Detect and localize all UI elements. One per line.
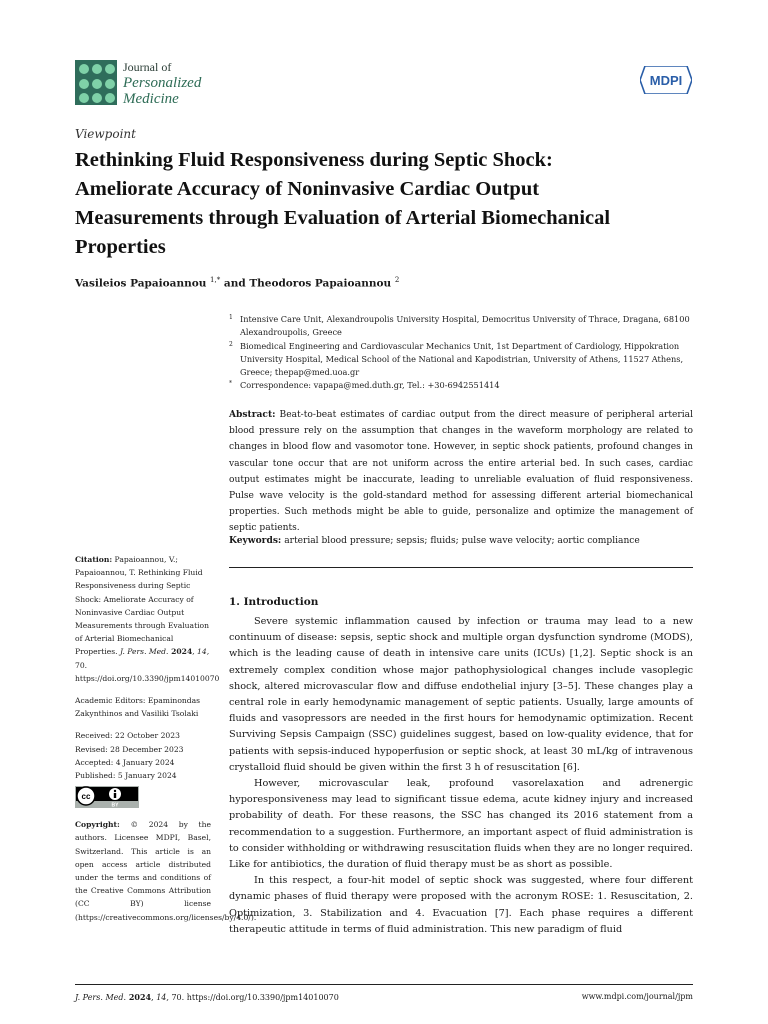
affiliation-text: Biomedical Engineering and Cardiovascular Mechanics Unit, 1st Department of Cardiology, Hippokration University Hospital, Medical School of the National and Kapodistrian, University of Athens, 11527 Athens, Greece; thepap@med.uoa.gr (240, 340, 684, 378)
abstract-label: Abstract: (229, 409, 276, 420)
journal-name-line3: Medicine (123, 91, 179, 107)
author-name[interactable]: Vasileios Papaioannou (75, 277, 207, 290)
keywords-text: arterial blood pressure; sepsis; fluids; pulse wave velocity; aortic compliance (281, 536, 640, 546)
journal-logo-icon (75, 60, 117, 105)
footer-year: 2024 (126, 992, 152, 1002)
author-list (75, 276, 399, 290)
body-paragraph: However, microvascular leak, profound vasorelaxation and adrenergic hyporesponsiveness may lead to significant tissue edema, acute kidney injury and increased probability of death. For these reasons, the SSC has changed its 2016 statement from a recommendation to a suggestion. Furthermore, an important aspect of fluid administration is to consider withholding or withdrawing resuscitation fluids when they are no longer required. Like for antibiotics, the duration of fluid therapy must be as short as possible. (229, 778, 693, 871)
author-affiliation-mark: 2 (394, 276, 400, 284)
keywords-label: Keywords: (229, 535, 282, 546)
citation-text: Papaioannou, V.; Papaioannou, T. Rethinking Fluid Responsiveness during Septic Shock: Ameliorate Accuracy of Noninvasive Cardiac Output Measurements through Evaluation of Arterial Biomechanical Properties. (75, 555, 210, 657)
footer-divider (75, 984, 693, 985)
body-text (229, 614, 693, 938)
published-date: Published: 5 January 2024 (75, 771, 177, 781)
footer-journal: J. Pers. Med. (75, 993, 127, 1002)
article-sidebar (75, 553, 257, 933)
copyright-text: © 2024 by the authors. Licensee MDPI, Basel, Switzerland. This article is an open access article distributed under the terms and conditions of the Creative Commons Attribution (CC BY) license (https://creativecommons.org/licenses/by/4.0/). (75, 820, 257, 922)
accepted-date: Accepted: 4 January 2024 (75, 757, 175, 767)
citation-volume: , 14, (192, 647, 210, 657)
affiliation-item (229, 340, 699, 380)
abstract-text: Beat-to-beat estimates of cardiac output from the direct measure of peripheral arterial blood pressure rely on the assumption that changes in the waveform morphology are related to changes in blood flow and vasomotor tone. However, in septic shock patients, profound changes in vascular tone occur that are not uniform across the entire arterial bed. In such cases, cardiac output estimates might be inaccurate, leading to unreliable evaluation of fluid responsiveness. Pulse wave velocity is the gold-standard method for assessing different arterial biomechanical properties. Such methods might be able to guide, personalize and optimize the management of septic patients. (229, 410, 693, 534)
citation-label: Citation: (75, 555, 113, 564)
journal-logo (75, 60, 215, 108)
svg-text:cc: cc (81, 792, 91, 802)
citation-doi[interactable]: 70. https://doi.org/10.3390/jpm14010070 (75, 660, 220, 683)
footer-citation (75, 992, 339, 1002)
copyright-notice (75, 818, 257, 924)
citation-journal: J. Pers. Med. (120, 647, 169, 657)
correspondence-text[interactable]: Correspondence: vapapa@med.duth.gr, Tel.: +30-6942551414 (240, 380, 500, 391)
author-connector: and (220, 277, 250, 290)
body-paragraph: Severe systemic inflammation caused by infection or trauma may lead to a new continuum of disease: sepsis, septic shock and multiple organ dysfunction syndrome (MODS), which is the leading cause of death in intensive care units (ICUs) [1,2]. Septic shock is an extremely complex condition whose major pathophysiological changes include vasoplegic shock, altered microvascular flow and diffuse endothelial injury [3–5]. These changes play a central role in early hemodynamic management of septic patients. Usually, large amounts of fluids and vasopressors are needed in the first hours for hemodynamic optimization. Recent Surviving Sepsis Campaign (SSC) guidelines suggest, based on low-quality evidence, that for patients with sepsis-induced hypoperfusion or septic shock, at least 30 mL/kg of intravenous crystalloid fluid should be given within the first 3 h of resuscitation [6]. (229, 616, 693, 773)
author-affiliation-mark: 1,* (210, 276, 221, 284)
keywords (229, 533, 693, 549)
affiliation-number: 2 (229, 340, 233, 348)
article-type: Viewpoint (75, 127, 136, 141)
footer-doi[interactable]: 70. https://doi.org/10.3390/jpm14010070 (168, 993, 339, 1002)
citation (75, 553, 220, 685)
affiliation-item (229, 313, 699, 340)
footer-journal-url[interactable]: www.mdpi.com/journal/jpm (581, 992, 693, 1001)
footer-volume: , 14, (151, 993, 169, 1002)
section-heading: 1. Introduction (229, 596, 319, 608)
academic-editors: Academic Editors: Epaminondas Zakynthinos and Vasiliki Tsolaki (75, 696, 201, 719)
journal-name-line1: Journal of (123, 60, 172, 74)
affiliation-number: 1 (229, 314, 233, 321)
mdpi-logo (640, 66, 692, 94)
cc-by-license-icon[interactable] (75, 786, 139, 808)
revised-date: Revised: 28 December 2023 (75, 744, 184, 754)
abstract (229, 407, 693, 537)
affiliation-item (229, 379, 699, 392)
received-date: Received: 22 October 2023 (75, 731, 180, 741)
svg-text:MDPI: MDPI (649, 73, 683, 88)
section-divider (229, 567, 693, 568)
affiliations (229, 313, 699, 393)
copyright-label: Copyright: (75, 820, 120, 830)
journal-name-line2: Personalized (123, 75, 202, 91)
affiliation-number: * (229, 380, 232, 388)
body-paragraph: In this respect, a four-hit model of septic shock was suggested, where four different dynamic phases of fluid therapy were proposed with the acronym ROSE: 1. Resuscitation, 2. Optimization, 3. Stabilization and 4. Evacuation [7]. Each phase requires a different therapeutic attitude in terms of fluid administration. This new paradigm of fluid (229, 875, 693, 935)
affiliation-text: Intensive Care Unit, Alexandroupolis University Hospital, Democritus University of Thrace, Dragana, 68100 Alexandroupolis, Greece (240, 314, 690, 338)
svg-text:BY: BY (111, 802, 119, 809)
citation-year: 2024 (168, 647, 193, 657)
article-title: Rethinking Fluid Responsiveness during Septic Shock: Ameliorate Accuracy of Noninvasive Cardiac Output Measurements through Evaluation of Arterial Biomechanical Properties (75, 149, 611, 258)
author-name[interactable]: Theodoros Papaioannou (249, 277, 392, 290)
